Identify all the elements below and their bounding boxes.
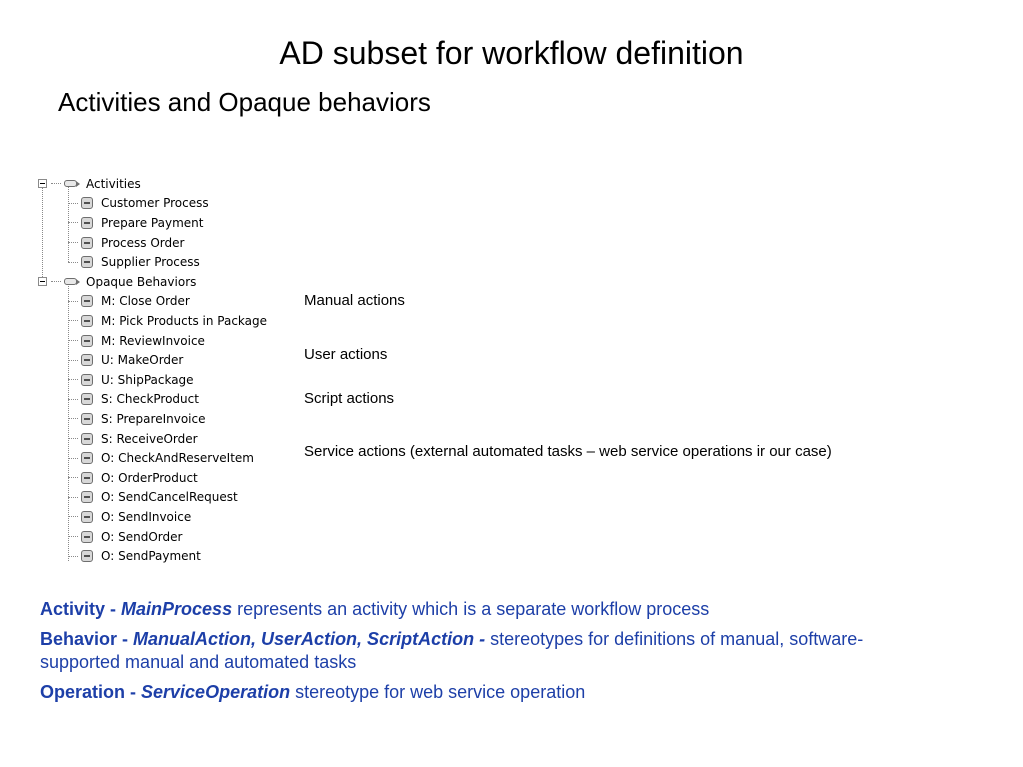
package-icon	[64, 278, 80, 285]
definition-operation	[40, 681, 940, 704]
definition-behavior	[40, 628, 940, 674]
tree-connector	[68, 418, 78, 419]
tree-item-label: Customer Process	[101, 196, 209, 211]
slide-title: AD subset for workflow definition	[279, 35, 744, 71]
tree-item[interactable]	[68, 507, 191, 527]
behavior-icon	[81, 197, 93, 209]
behavior-icon	[81, 256, 93, 268]
tree-item-label: U: ShipPackage	[101, 372, 194, 387]
annotation-manual-actions: Manual actions	[304, 292, 405, 309]
tree-item-label: Prepare Payment	[101, 215, 204, 230]
tree-item-label: Process Order	[101, 235, 185, 250]
tree-item-label: O: OrderProduct	[101, 470, 198, 485]
tree-item[interactable]	[68, 252, 200, 272]
tree-item[interactable]	[68, 194, 209, 214]
tree-item-label: M: ReviewInvoice	[101, 333, 205, 348]
definition-activity	[40, 598, 940, 621]
definition-stereotype: ServiceOperation	[141, 682, 291, 702]
tree-item-label: U: MakeOrder	[101, 353, 184, 368]
definition-stereotype: ManualAction, UserAction, ScriptAction -	[133, 629, 491, 649]
tree-item[interactable]	[68, 429, 198, 449]
behavior-icon	[81, 295, 93, 307]
definition-stereotype: MainProcess	[121, 599, 233, 619]
tree-connector	[68, 399, 78, 400]
behavior-icon	[81, 531, 93, 543]
definition-text: represents an activity which is a separate workflow process	[232, 599, 710, 619]
tree-connector	[68, 477, 78, 478]
collapse-icon[interactable]	[38, 179, 47, 188]
tree-item-label: Supplier Process	[101, 255, 200, 270]
tree-item-label: O: CheckAndReserveItem	[101, 451, 254, 466]
definitions	[40, 598, 940, 711]
behavior-icon	[81, 217, 93, 229]
tree-connector	[42, 183, 43, 281]
package-icon	[64, 180, 80, 187]
tree-item[interactable]	[68, 311, 267, 331]
behavior-icon	[81, 452, 93, 464]
tree-item-label: O: SendOrder	[101, 529, 183, 544]
tree-connector	[68, 242, 78, 243]
tree-item[interactable]	[68, 409, 205, 429]
behavior-icon	[81, 511, 93, 523]
tree-connector	[68, 556, 78, 557]
tree-connector	[68, 379, 78, 380]
definition-term: Operation -	[40, 682, 142, 702]
annotation-service-actions: Service actions (external automated tasks – web service operations ir our case)	[304, 443, 832, 460]
behavior-icon	[81, 237, 93, 249]
tree-item[interactable]	[68, 350, 183, 370]
tree-item[interactable]	[68, 488, 238, 508]
slide-subtitle: Activities and Opaque behaviors	[58, 87, 431, 117]
tree-item-label: O: SendInvoice	[101, 509, 192, 524]
definition-term: Behavior -	[40, 629, 134, 649]
tree-node-activities[interactable]	[38, 174, 141, 194]
tree-connector	[68, 320, 78, 321]
annotation-script-actions: Script actions	[304, 390, 395, 407]
tree-connector	[68, 222, 78, 223]
behavior-icon	[81, 393, 93, 405]
tree-item-label: S: PrepareInvoice	[101, 411, 206, 426]
tree-item[interactable]	[68, 233, 184, 253]
tree-connector	[68, 340, 78, 341]
tree-item-label: M: Pick Products in Package	[101, 313, 268, 328]
tree-item[interactable]	[68, 370, 194, 390]
tree-connector	[68, 301, 78, 302]
tree-connector	[68, 458, 78, 459]
tree-item[interactable]	[68, 468, 198, 488]
behavior-icon	[81, 550, 93, 562]
behavior-icon	[81, 315, 93, 327]
tree-item-label: S: ReceiveOrder	[101, 431, 198, 446]
behavior-icon	[81, 374, 93, 386]
tree-item[interactable]	[68, 546, 201, 566]
behavior-icon	[81, 433, 93, 445]
tree-connector	[68, 536, 78, 537]
model-tree	[38, 173, 298, 568]
tree-item[interactable]	[68, 390, 199, 410]
tree-connector	[51, 183, 61, 184]
collapse-icon[interactable]	[38, 277, 47, 286]
tree-connector	[68, 438, 78, 439]
tree-connector	[51, 281, 61, 282]
behavior-icon	[81, 491, 93, 503]
tree-connector	[68, 497, 78, 498]
tree-node-opaque-behaviors[interactable]	[38, 272, 196, 292]
tree-connector	[68, 203, 78, 204]
tree-item[interactable]	[68, 292, 190, 312]
behavior-icon	[81, 413, 93, 425]
tree-connector	[68, 360, 78, 361]
tree-item[interactable]	[68, 527, 182, 547]
behavior-icon	[81, 335, 93, 347]
tree-item[interactable]	[68, 448, 254, 468]
tree-node-label: Activities	[86, 176, 141, 191]
definition-text: stereotypes for definitions of manual, software-supported manual and automated tasks	[40, 629, 864, 672]
behavior-icon	[81, 472, 93, 484]
definition-term: Activity -	[40, 599, 122, 619]
tree-item-label: S: CheckProduct	[101, 392, 199, 407]
annotation-user-actions: User actions	[304, 346, 388, 363]
behavior-icon	[81, 354, 93, 366]
tree-connector	[68, 516, 78, 517]
tree-item[interactable]	[68, 213, 203, 233]
tree-item[interactable]	[68, 331, 205, 351]
tree-item-label: O: SendCancelRequest	[101, 490, 238, 505]
tree-node-label: Opaque Behaviors	[86, 274, 197, 289]
tree-connector	[68, 262, 78, 263]
tree-item-label: M: Close Order	[101, 294, 190, 309]
tree-item-label: O: SendPayment	[101, 549, 201, 564]
definition-text: stereotype for web service operation	[290, 682, 586, 702]
